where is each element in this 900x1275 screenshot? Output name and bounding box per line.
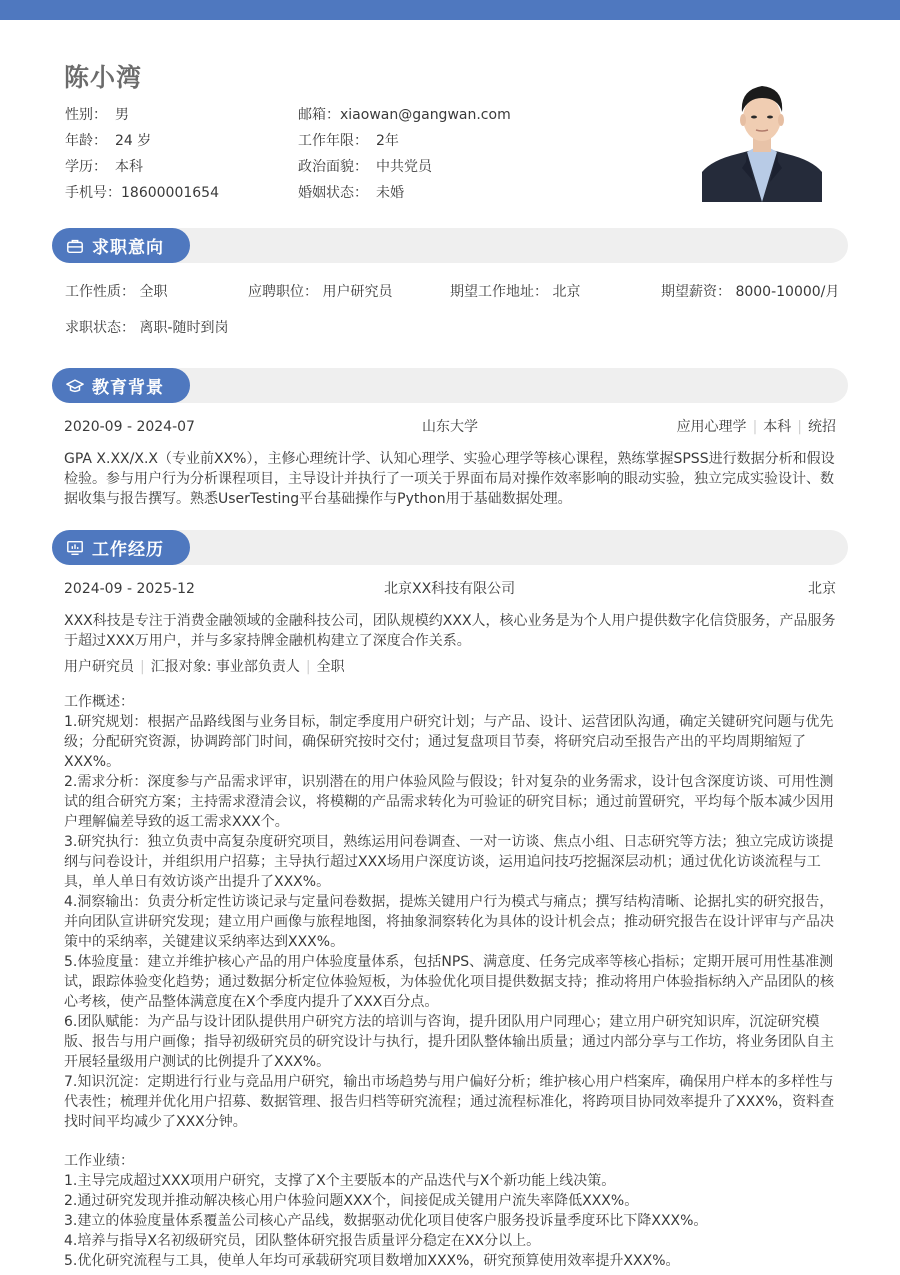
info-political-status: 政治面貌： 中共党员 — [298, 159, 432, 175]
overview-item: 1.研究规划：根据产品路线图与业务目标，制定季度用户研究计划；与产品、设计、运营团队沟通，确定关键研究问题与优先级；分配研究资源，协调跨部门时间，确保研究按时交付；通过复盘项目节奏，将研究启动至报告产出的平均周期缩短了XXX%。 — [64, 714, 834, 770]
education-meta — [677, 417, 836, 437]
achievement-item: 1.主导完成超过XXX项用户研究，支撑了X个主要版本的产品迭代与X个新功能上线决策。 — [64, 1173, 616, 1189]
education-type: 统招 — [808, 419, 836, 435]
work-job-type: 全职 — [316, 659, 345, 675]
overview-item: 4.洞察输出：负责分析定性访谈记录与定量问卷数据，提炼关键用户行为模式与痛点；撰写结构清晰、论据扎实的研究报告，并向团队宣讲研究发现；建立用户画像与旅程地图，将抽象洞察转化为具体的设计机会点；推动研究报告在设计评审与产品决策中的采纳率，关键建议采纳率达到XXX%。 — [64, 894, 834, 950]
overview-item: 7.知识沉淀：定期进行行业与竞品用户研究，输出市场趋势与用户偏好分析；维护核心用户档案库，确保用户样本的多样性与代表性；梳理并优化用户招募、数据管理、报告归档等研究流程；通过流程标准化，将跨项目协同效率提升了XXX%，资料查找时间平均减少了XXX分钟。 — [64, 1074, 835, 1130]
education-description: GPA X.XX/X.X（专业前XX%），主修心理统计学、认知心理学、实验心理学等核心课程，熟练掌握SPSS进行数据分析和假设检验。参与用户行为分析课程项目，主导设计并执行了一项关于界面布局对操作效率影响的眼动实验，独立完成实验设计、数据收集与报告撰写。熟悉UserTesting平台基础操作与Python用于基础数据处理。 — [64, 451, 835, 507]
intent-position: 应聘职位： 用户研究员 — [248, 284, 393, 300]
section-title: 工作经历 — [92, 540, 164, 560]
briefcase-icon — [66, 237, 84, 255]
section-title-pill — [52, 368, 190, 403]
achievement-item: 5.优化研究流程与工具，使单人年均可承载研究项目数增加XXX%，研究预算使用效率提升XXX%。 — [64, 1253, 680, 1269]
work-role-meta — [64, 657, 345, 677]
info-email: 邮箱：xiaowan@gangwan.com — [298, 107, 511, 123]
divider: | — [305, 659, 311, 675]
work-achievements — [64, 1151, 836, 1271]
divider: | — [752, 419, 758, 435]
work-report-to: 汇报对象: 事业部负责人 — [150, 659, 300, 675]
section-header-work — [52, 530, 848, 565]
section-title-pill — [52, 530, 190, 565]
work-city: 北京 — [808, 581, 836, 597]
info-gender: 性别： 男 — [65, 107, 129, 123]
top-accent-bar — [0, 0, 900, 20]
info-marital-status: 婚姻状态： 未婚 — [298, 185, 404, 201]
candidate-name: 陈小湾 — [64, 63, 143, 92]
achievement-item: 4.培养与指导X名初级研究员，团队整体研究报告质量评分稳定在XX分以上。 — [64, 1233, 541, 1249]
overview-item: 3.研究执行：独立负责中高复杂度研究项目，熟练运用问卷调查、一对一访谈、焦点小组、日志研究等方法；独立完成访谈提纲与问卷设计，并组织用户招募；主导执行超过XXX场用户深度访谈，运用追问技巧挖掘深层动机；通过优化访谈流程与工具，单人单日有效访谈产出提升了XXX%。 — [64, 834, 834, 890]
info-phone: 手机号：18600001654 — [65, 185, 219, 201]
section-title: 求职意向 — [92, 238, 164, 258]
section-title-pill — [52, 228, 190, 263]
education-period: 2020-09 - 2024-07 — [64, 419, 195, 435]
work-overview — [64, 692, 836, 1132]
overview-item: 5.体验度量：建立并维护核心产品的用户体验度量体系，包括NPS、满意度、任务完成率等核心指标；定期开展可用性基准测试，跟踪体验变化趋势；通过数据分析定位体验短板，为体验优化项目提供数据支持；推动将用户体验指标纳入产品团队的核心考核，使产品整体满意度在X个季度内提升了XXX百分点。 — [64, 954, 834, 1010]
graduation-cap-icon — [66, 377, 84, 395]
section-title: 教育背景 — [92, 378, 164, 398]
overview-title: 工作概述： — [64, 694, 134, 710]
company-description: XXX科技是专注于消费金融领域的金融科技公司，团队规模约XXX人，核心业务是为个人用户提供数字化信贷服务，产品服务于超过XXX万用户，并与多家持牌金融机构建立了深度合作关系。 — [64, 613, 836, 649]
work-period: 2024-09 - 2025-12 — [64, 581, 195, 597]
section-header-job-intent — [52, 228, 848, 263]
divider: | — [140, 659, 145, 675]
info-education: 学历： 本科 — [65, 159, 143, 175]
intent-location: 期望工作地址： 北京 — [450, 284, 581, 300]
portrait-photo-icon — [702, 72, 822, 202]
overview-item: 6.团队赋能：为产品与设计团队提供用户研究方法的培训与咨询，提升团队用户同理心；建立用户研究知识库，沉淀研究模版、报告与用户画像；指导初级研究员的研究设计与执行，提升团队整体输出质量；通过内部分享与工作坊，将业务团队自主开展轻量级用户测试的比例提升了XXX%。 — [64, 1014, 834, 1070]
work-role: 用户研究员 — [64, 659, 134, 675]
info-age: 年龄： 24 岁 — [65, 133, 152, 149]
education-major: 应用心理学 — [676, 419, 747, 435]
achievement-item: 2.通过研究发现并推动解决核心用户体验问题XXX个，间接促成关键用户流失率降低XXX%。 — [64, 1193, 639, 1209]
work-company: 北京XX科技有限公司 — [384, 581, 516, 597]
info-work-years: 工作年限： 2年 — [298, 133, 399, 149]
achievement-item: 3.建立的体验度量体系覆盖公司核心产品线，数据驱动优化项目使客户服务投诉量季度环比下降XXX%。 — [64, 1213, 708, 1229]
achievements-title: 工作业绩： — [64, 1153, 134, 1169]
education-school: 山东大学 — [422, 419, 478, 435]
monitor-chart-icon — [66, 539, 84, 557]
overview-item: 2.需求分析：深度参与产品需求评审，识别潜在的用户体验风险与假设；针对复杂的业务需求，设计包含深度访谈、可用性测试的组合研究方案；主持需求澄清会议，将模糊的产品需求转化为可验证的研究目标；通过前置研究，平均每个版本减少因用户理解偏差导致的返工需求XXX个。 — [64, 774, 834, 830]
intent-work-type: 工作性质： 全职 — [65, 284, 168, 300]
avatar — [702, 72, 822, 202]
divider: | — [797, 419, 802, 435]
intent-status: 求职状态： 离职-随时到岗 — [65, 320, 229, 336]
education-degree: 本科 — [763, 419, 792, 435]
intent-salary: 期望薪资： 8000-10000/月 — [661, 284, 840, 300]
section-header-education — [52, 368, 848, 403]
